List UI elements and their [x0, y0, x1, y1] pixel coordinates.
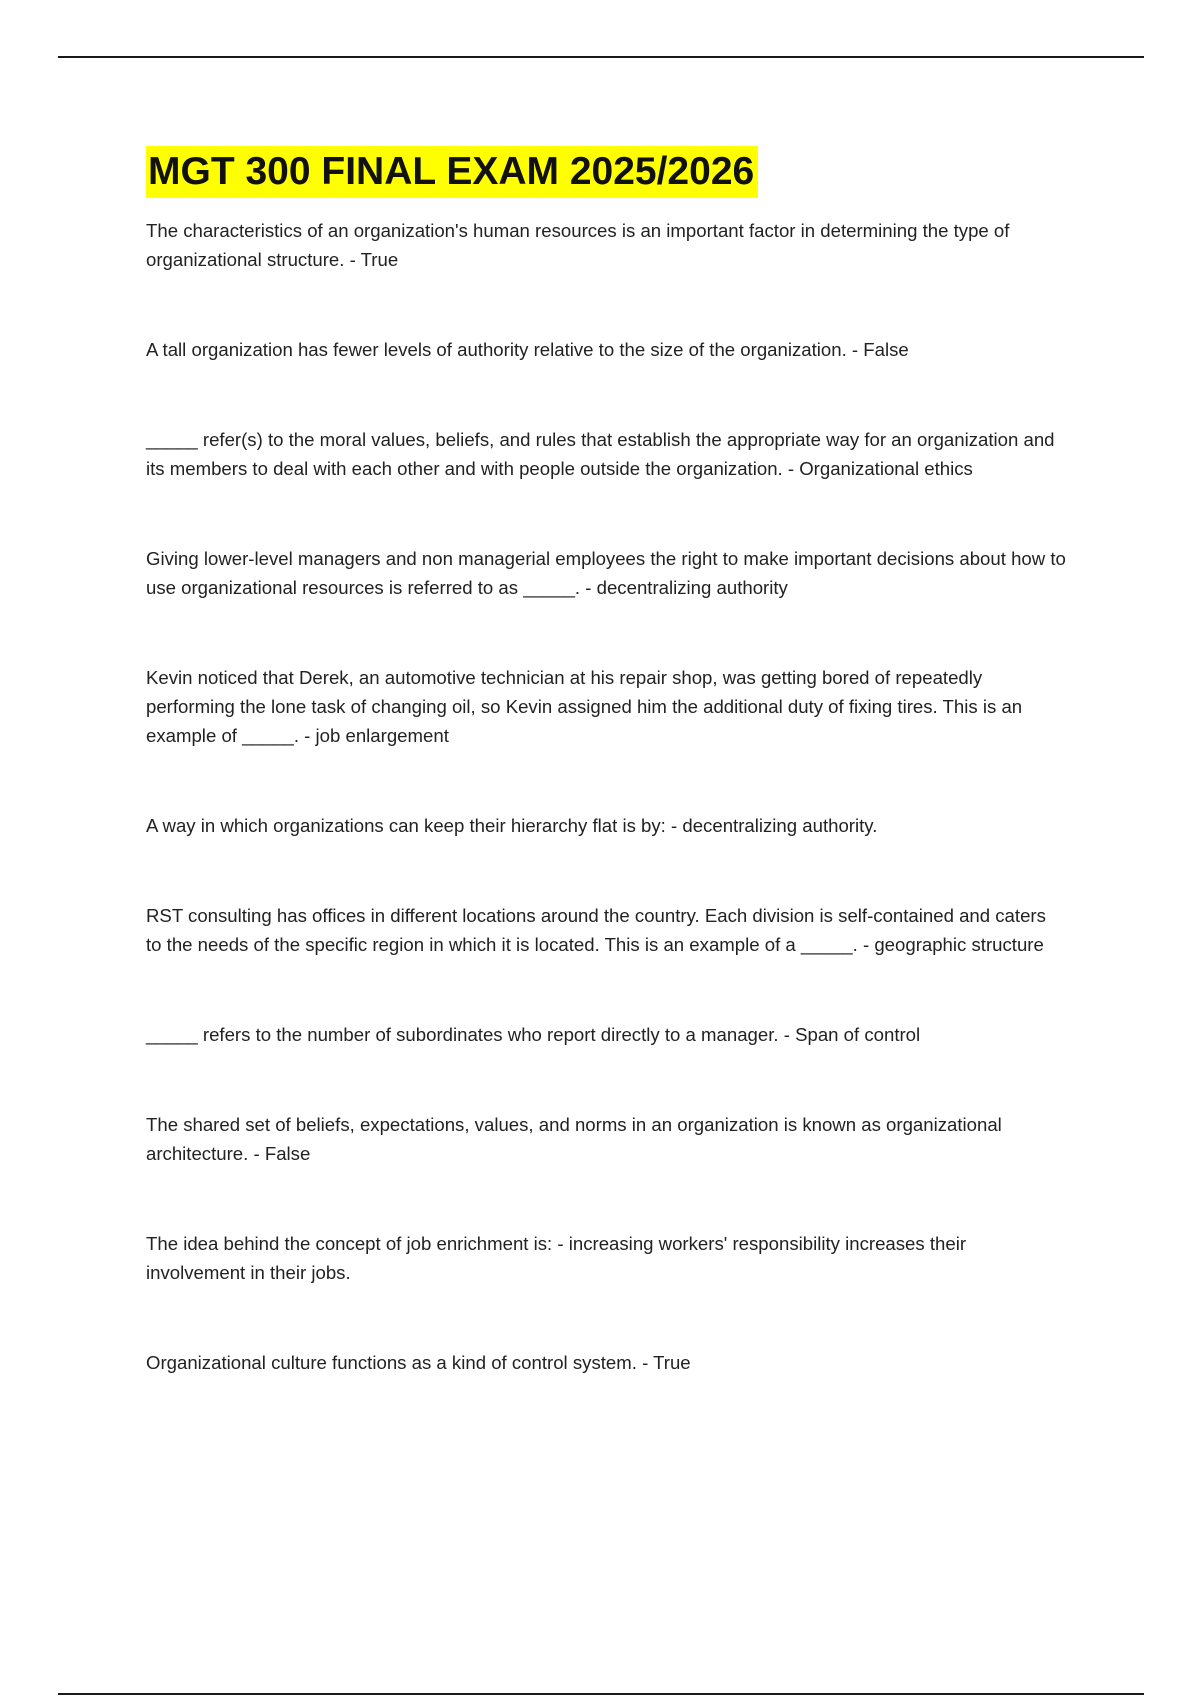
document-body [146, 146, 1066, 1377]
question-item-11: Organizational culture functions as a kind of control system. - True [146, 1352, 691, 1373]
bottom-rule [58, 1693, 1144, 1695]
question-item-10: The idea behind the concept of job enrichment is: - increasing workers' responsibility increases their involvement in their jobs. [146, 1233, 967, 1283]
top-rule [58, 56, 1144, 58]
question-item-3: _____ refer(s) to the moral values, beliefs, and rules that establish the appropriate way for an organization and its members to deal with each other and with people outside the organization. - Organizational ethics [146, 429, 1055, 479]
question-item-1: The characteristics of an organization's human resources is an important factor in determining the type of organizational structure. - True [146, 220, 1010, 270]
question-item-2: A tall organization has fewer levels of authority relative to the size of the organization. - False [146, 339, 909, 360]
question-list [146, 216, 1066, 1377]
question-item-4: Giving lower-level managers and non managerial employees the right to make important decisions about how to use organizational resources is referred to as _____. - decentralizing authority [146, 548, 1066, 598]
question-item-9: The shared set of beliefs, expectations, values, and norms in an organization is known as organizational architecture. - False [146, 1114, 1002, 1164]
question-item-7: RST consulting has offices in different locations around the country. Each division is self-contained and caters to the needs of the specific region in which it is located. This is an example of a _____. - geographic structure [146, 905, 1046, 955]
question-item-6: A way in which organizations can keep their hierarchy flat is by: - decentralizing authority. [146, 815, 878, 836]
question-item-5: Kevin noticed that Derek, an automotive technician at his repair shop, was getting bored of repeatedly performing the lone task of changing oil, so Kevin assigned him the additional duty of fixing tires. This is an example of _____. - job enlargement [146, 667, 1023, 746]
question-item-8: _____ refers to the number of subordinates who report directly to a manager. - Span of control [146, 1024, 921, 1045]
document-title: MGT 300 FINAL EXAM 2025/2026 [146, 146, 758, 198]
